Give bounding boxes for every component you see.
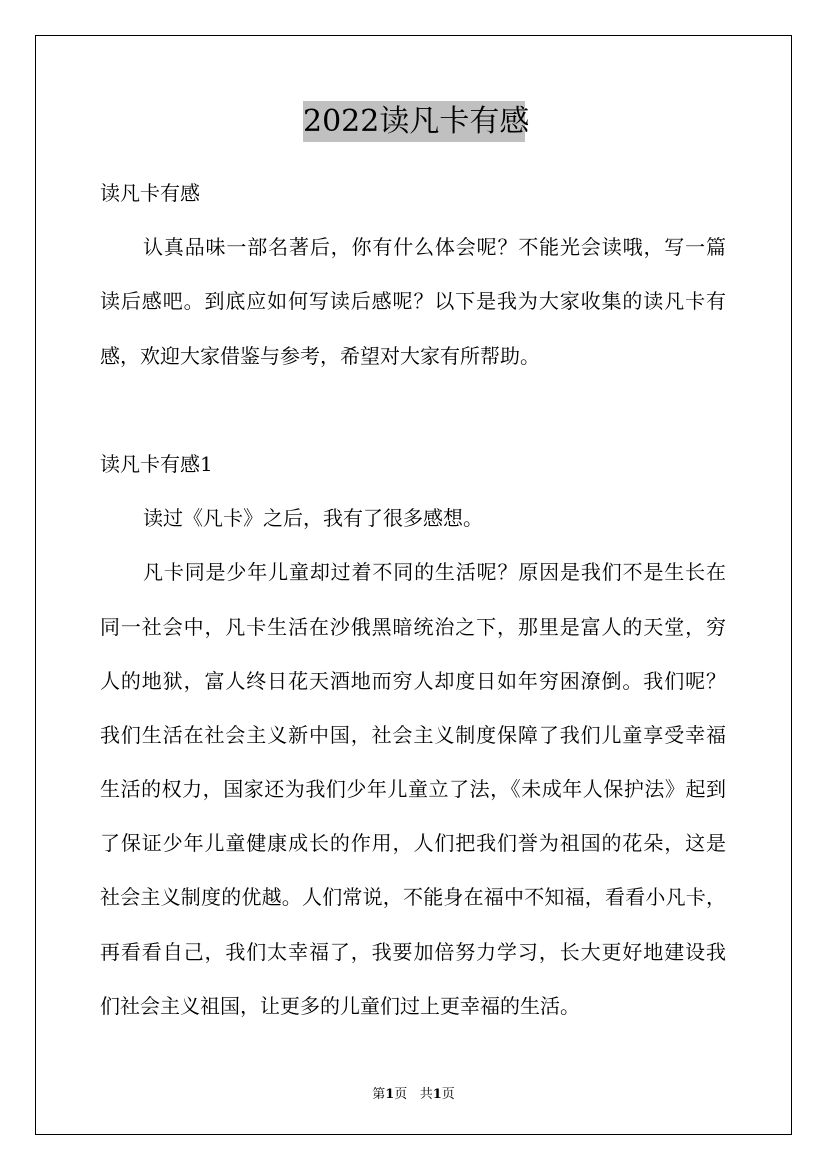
- footer-page-num: 1: [385, 1087, 395, 1102]
- paragraph: [100, 220, 726, 383]
- text-line: 了保证少年儿童健康成长的作用，人们把我们誉为祖国的花朵，这是: [100, 831, 726, 856]
- text-line: 认真品味一部名著后，你有什么体会呢？不能光会读哦，写一篇: [143, 235, 726, 260]
- text-line: 我们生活在社会主义新中国，社会主义制度保障了我们儿童享受幸福: [100, 722, 726, 747]
- text-line: 人的地狱，富人终日花天酒地而穷人却度日如年穷困潦倒。我们呢？: [100, 668, 726, 693]
- footer-total-suffix: 页: [441, 1087, 455, 1102]
- text-line: 读凡卡有感1: [100, 451, 213, 476]
- paragraph: [100, 491, 726, 545]
- text-line: 们社会主义祖国，让更多的儿童们过上更幸福的生活。: [100, 993, 580, 1018]
- text-line: 感，欢迎大家借鉴与参考，希望对大家有所帮助。: [100, 343, 540, 368]
- text-line: 生活的权力，国家还为我们少年儿童立了法，《未成年人保护法》起到: [100, 777, 726, 802]
- footer-total-prefix: 共: [419, 1087, 433, 1102]
- text-line: 读后感吧。到底应如何写读后感呢？以下是我为大家收集的读凡卡有: [100, 289, 726, 314]
- text-line: 凡卡同是少年儿童却过着不同的生活呢？原因是我们不是生长在: [143, 560, 726, 585]
- blank-line: [100, 383, 726, 437]
- page-footer: [0, 1083, 827, 1102]
- section-heading: [100, 166, 726, 220]
- footer-page-suffix: 页: [394, 1087, 408, 1102]
- section-heading: [100, 437, 726, 491]
- text-line: 读过《凡卡》之后，我有了很多感想。: [143, 506, 483, 531]
- text-line: [100, 383, 726, 437]
- document-title: 2022读凡卡有感: [303, 101, 525, 142]
- footer-page-prefix: 第: [372, 1087, 386, 1102]
- text-line: 社会主义制度的优越。人们常说，不能身在福中不知福，看看小凡卡，: [100, 885, 726, 910]
- text-line: 同一社会中，凡卡生活在沙俄黑暗统治之下，那里是富人的天堂，穷: [100, 614, 726, 639]
- paragraph: [100, 545, 726, 1033]
- footer-total-num: 1: [432, 1087, 442, 1102]
- document-body: [100, 166, 726, 1033]
- text-line: 读凡卡有感: [100, 181, 200, 205]
- text-line: 再看看自己，我们太幸福了，我要加倍努力学习，长大更好地建设我: [100, 939, 726, 964]
